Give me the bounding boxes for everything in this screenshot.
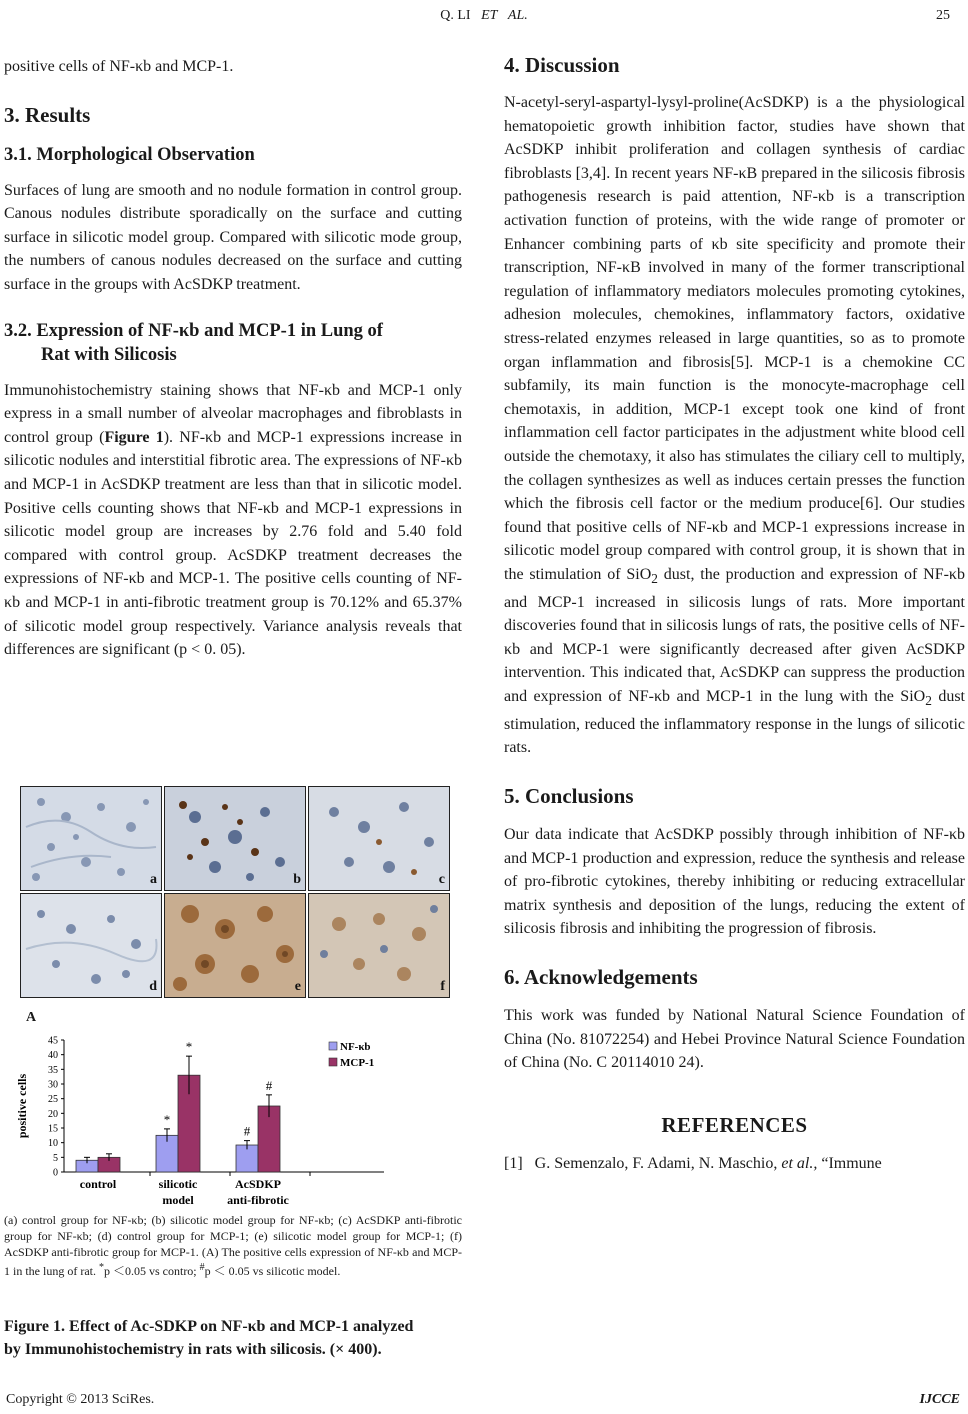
section-3-2-heading-line1: 3.2. Expression of NF-κb and MCP-1 in Lung of: [4, 320, 383, 341]
y-tick-label: 25: [48, 1094, 58, 1106]
micrograph-label-a: a: [150, 872, 157, 887]
significance-marker: #: [265, 1077, 273, 1093]
micrograph-e-image: [165, 894, 305, 997]
page-number: 25: [936, 8, 950, 23]
conclusions-heading: 5. Conclusions: [504, 784, 634, 808]
significance-marker: #: [243, 1123, 251, 1139]
micrograph-b-image: [165, 787, 305, 890]
section-3-2-heading-line2: Rat with Silicosis: [41, 344, 177, 365]
micrograph-b: [164, 786, 306, 891]
micrograph-a: [20, 786, 162, 891]
x-tick-label: silicotic: [158, 1177, 198, 1191]
legend-swatch: [329, 1058, 337, 1066]
micrograph-d-image: [21, 894, 161, 997]
results-heading: 3. Results: [4, 102, 91, 127]
reference-item: [1] G. Semenzalo, F. Adami, N. Maschio, et al., “Immune: [504, 1154, 882, 1172]
y-tick-label: 40: [48, 1050, 58, 1062]
micrograph-d: [20, 893, 162, 998]
y-tick-label: 0: [53, 1167, 58, 1179]
section-3-1-text: Surfaces of lung are smooth and no nodule formation in control group. Canous nodules distribute sporadically on the surface and cutting surface in silicotic model group. Compared with silicotic mode group, the numbers of canous nodules decreased on the surface and cutting surface in the groups with AcSDKP treatment.: [4, 181, 462, 293]
y-tick-label: 10: [48, 1138, 58, 1150]
acknowledgements-heading: 6. Acknowledgements: [504, 964, 698, 989]
acknowledgements-text: This work was funded by National Natural Science Foundation of China (No. 81072254) and Hebei Province Natural Science Foundation of China (No. C 20114010 24).: [504, 1006, 965, 1072]
y-axis-label: positive cells: [15, 1073, 29, 1139]
micrograph-f-image: [309, 894, 449, 997]
micrograph-c-image: [309, 787, 449, 890]
figure-caption-detail: (a) control group for NF-κb; (b) silicotic model group for NF-κb; (c) AcSDKP anti-fibrotic group for NF-κb; (d) control group for MCP-1; (e) silicotic model group for MCP-1; (f) AcSDKP anti-fibrotic group for MCP-1. (A) The positive cells expression of NF-κb and MCP-1 in the lung of rat. *p ＜0.05 vs contro; #p ＜ 0.05 vs silicotic model.: [4, 1213, 462, 1278]
figure-caption-title: Figure 1. Effect of Ac-SDKP on NF-κb and MCP-1 analyzed by Immunohistochemistry in rats with silicosis. (× 400).: [4, 1318, 414, 1358]
legend-swatch: [329, 1042, 337, 1050]
section-3-1-heading: 3.1. Morphological Observation: [4, 144, 255, 165]
micrograph-a-image: [21, 787, 161, 890]
legend-label: NF-κb: [340, 1041, 371, 1053]
discussion-heading: 4. Discussion: [504, 53, 620, 77]
micrograph-label-b: b: [293, 872, 301, 887]
y-tick-label: 35: [48, 1064, 58, 1076]
bar-chart: [4, 1030, 404, 1210]
micrograph-label-c: c: [438, 872, 445, 887]
y-tick-label: 15: [48, 1123, 58, 1135]
y-tick-label: 30: [48, 1079, 58, 1091]
legend-label: MCP-1: [340, 1057, 375, 1069]
running-head: Q. LI ET AL.: [440, 8, 528, 23]
panel-label: A: [26, 1010, 37, 1025]
y-tick-label: 45: [48, 1035, 58, 1047]
y-tick-label: 5: [53, 1152, 58, 1164]
micrograph-f: [308, 893, 450, 998]
running-head-et: ET: [481, 8, 498, 23]
section-3-2-text: Immunohistochemistry staining shows that NF-κb and MCP-1 only express in a small number of alveolar macrophages and fibroblasts in control group (Figure 1). NF-κb and MCP-1 expressions increase in silicotic nodules and interstitial fibrotic area. The expressions of NF-κb and MCP-1 in AcSDKP treatment are less than that in silicotic model. Positive cells counting shows that NF-κb and MCP-1 expressions in silicotic model group are increases by 2.76 fold and 5.40 fold compared with control group. AcSDKP treatment decreases the expressions of NF-κb and MCP-1. The positive cells counting of NF-κb and MCP-1 in anti-fibrotic treatment group is 70.12% and 65.37% of silicotic model group respectively. Variance analysis reveals that differences are significant (p < 0. 05).: [4, 381, 463, 659]
left-column: [4, 50, 462, 662]
micrograph-label-e: e: [294, 979, 301, 994]
discussion-text: N-acetyl-seryl-aspartyl-lysyl-proline(AcSDKP) is a the physiological hematopoietic growth inhibition factor, studies have shown that AcSDKP inhibit proliferation and collagen synthesis of cardiac fibroblasts [3,4]. In recent years NF-κB prepared in the silicosis fibrosis pathogenesis research is paid attention, NF-κb is a transcription activation function of proteins, with the wide range of promoter or Enhancer combining parts of κb site specificity and promote their transcription, NF-κB involved in many of the former transcriptional regulation of inflammatory mediators molecules promoting cytokines, adhesion molecules, chemokines, inflammatory factors, oxidative stress-related enzymes released in large quantities, so as to promote organ inflammation and fibrosis[5]. MCP-1 is a chemokine CC subfamily, its main function is the monocyte-macrophage cell chemotaxis, in addition, MCP-1 except took one kind of front inflammation cell factor participates in the adjustment white blood cell outside the chemotaxy, it also has stimulates the ciliary cell to multiply, the collagen synthesizes as well as induces certain presses the function which the fibrosis cell factor or the medium produce[6]. Our studies found that positive cells of NF-κb and MCP-1 expressions increase in silicotic model group compared with control group, it is shown that in the stimulation of SiO$_2$ dust, the production and expression of NF-κb and MCP-1 increased in silicosis lungs of rats. More important discoveries found that in silicosis lungs of rats, the positive cells of NF-κb and MCP-1 were significantly decreased after given AcSDKP intervention. This indicated that, AcSDKP can suppress the production and expression of NF-κb and MCP-1 in the lung with the SiO$_2$ dust stimulation, reduced the inflammatory response in the lungs of silicotic rats.: [504, 94, 965, 757]
intro-fragment: positive cells of NF-κb and MCP-1.: [4, 58, 234, 75]
y-tick-label: 20: [48, 1108, 58, 1120]
x-tick-label: control: [79, 1177, 117, 1191]
conclusions-text: Our data indicate that AcSDKP possibly through inhibition of NF-κb and MCP-1 production and expression, reduce the synthesis and release of pro-fibrotic cytokines, thereby inhibiting or reducing extracellular matrix synthesis and deposition of the lungs, reducing the extent of silicosis fibrosis and inhibiting the progression of fibrosis.: [504, 826, 965, 938]
running-head-al: AL.: [507, 8, 528, 23]
x-tick-label: AcSDKP: [235, 1177, 281, 1191]
x-tick-label: model: [162, 1193, 194, 1207]
micrograph-c: [308, 786, 450, 891]
journal-footer: IJCCE: [919, 1392, 960, 1407]
significance-marker: *: [185, 1039, 193, 1055]
significance-marker: *: [163, 1111, 171, 1127]
micrograph-grid: [20, 786, 450, 998]
right-column: [504, 50, 965, 1175]
micrograph-label-f: f: [440, 979, 445, 994]
section-3-2-heading: [4, 319, 462, 367]
x-tick-label: anti-fibrotic: [227, 1193, 289, 1207]
figure-reference[interactable]: Figure 1: [104, 428, 164, 446]
micrograph-label-d: d: [149, 979, 157, 994]
references-heading: REFERENCES: [661, 1112, 808, 1137]
micrograph-e: [164, 893, 306, 998]
copyright-footer: Copyright © 2013 SciRes.: [6, 1392, 155, 1407]
